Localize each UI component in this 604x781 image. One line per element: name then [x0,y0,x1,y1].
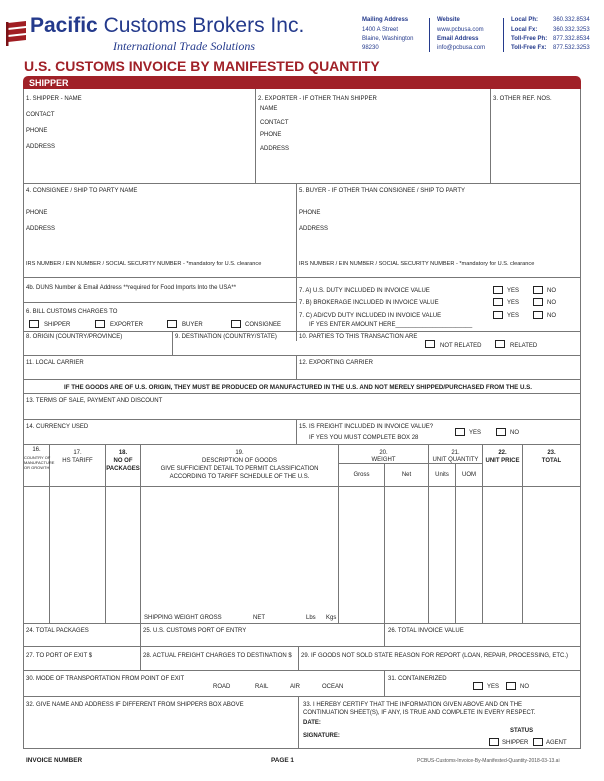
terms-field[interactable] [24,394,580,418]
status-label: STATUS [510,728,534,734]
file-name: PCBUS-Customs-Invoice-By-Manifested-Quantity-2018-03-13.ai [417,758,560,764]
duty-no-checkbox[interactable] [533,286,543,294]
origin-field[interactable] [24,332,171,354]
bill-shipper-label: SHIPPER [44,322,71,328]
buyer-address-label: ADDRESS [299,226,329,232]
port-of-entry-label: 25. U.S. CUSTOMS PORT OF ENTRY [143,628,247,634]
status-shipper-label: SHIPPER [502,740,529,746]
bill-buyer-checkbox[interactable] [167,320,177,328]
col20-net: Net [401,472,412,478]
mode-rail[interactable]: RAIL [255,684,269,690]
buyer-field[interactable] [297,184,580,276]
bill-exporter-label: EXPORTER [110,322,143,328]
invoice-number-label: INVOICE NUMBER [26,757,83,764]
port-of-exit-label: 27. TO PORT OF EXIT $ [26,653,93,659]
actual-freight-label: 28. ACTUAL FREIGHT CHARGES TO DESTINATION $ [143,653,292,659]
col19-line1: DESCRIPTION OF GOODS [201,458,277,464]
shipper-name-label: 1. SHIPPER - NAME [26,96,82,102]
col16-line1: COUNTRY OF [24,455,51,460]
mode-air[interactable]: AIR [290,684,301,690]
freight-box28-note: IF YES YOU MUST COMPLETE BOX 28 [309,435,419,441]
terms-label: 13. TERMS OF SALE, PAYMENT AND DISCOUNT [26,398,163,404]
duns-field[interactable] [24,279,295,301]
destination-label: 9. DESTINATION (COUNTRY/STATE) [175,334,277,340]
currency-field[interactable] [24,420,295,443]
adcvd-no-label: NO [547,313,556,319]
duns-label: 4b. DUNS Number & Email Address **required for Food Imports Into the USA** [26,285,237,291]
phone-tollfree-label: Toll-Free Ph: [511,36,548,42]
certify-line-2: CONTINUATION SHEET(S), IF ANY, IS TRUE AND COMPLETE IN EVERY RESPECT. [303,710,536,716]
total-packages-field[interactable] [24,624,139,645]
phone-local-label: Local Ph: [511,17,539,23]
containerized-yes-label: YES [487,684,500,690]
local-carrier-label: 11. LOCAL CARRIER [26,360,84,366]
mailing-line-3: 98230 [362,45,379,51]
mailing-address-label: Mailing Address [362,17,409,23]
col23-label: TOTAL [541,458,562,464]
signature-label: SIGNATURE: [303,733,340,739]
port-of-exit-field[interactable] [24,647,139,669]
origin-label: 8. ORIGIN (COUNTRY/PROVINCE) [26,334,123,340]
not-related-label: NOT RELATED [440,343,482,349]
consignee-label: 4. CONSIGNEE / SHIP TO PARTY NAME [26,188,138,194]
brokerage-no-checkbox[interactable] [533,298,543,306]
brokerage-no-label: NO [547,300,556,306]
actual-freight-field[interactable] [141,647,297,669]
mode-road[interactable]: ROAD [213,684,231,690]
different-address-label: 32. GIVE NAME AND ADDRESS IF DIFFERENT FROM SHIPPERS BOX ABOVE [26,702,244,708]
col16-line2: MANUFACTURE [24,460,55,465]
exporting-carrier-field[interactable] [297,356,580,378]
col22-label: UNIT PRICE [485,458,520,464]
shipper-field[interactable] [24,90,254,183]
brokerage-yes-label: YES [507,300,520,306]
adcvd-no-checkbox[interactable] [533,311,543,319]
containerized-no-checkbox[interactable] [506,682,516,690]
related-label: RELATED [510,343,538,349]
consignee-address-label: ADDRESS [26,226,56,232]
col19-line3: ACCORDING TO TARIFF SCHEDULE OF THE U.S. [169,474,310,480]
col17-num: 17. [73,450,82,456]
duty-yes-label: YES [507,288,520,294]
certify-line-1: 33. I HEREBY CERTIFY THAT THE INFORMATION GIVEN ABOVE AND ON THE [303,702,523,708]
date-label: DATE: [303,720,321,726]
freight-no-checkbox[interactable] [496,428,506,436]
col19-line2: GIVE SUFFICIENT DETAIL TO PERMIT CLASSIFICATION [160,466,319,472]
col18-line2: PACKAGES [106,466,140,472]
duty-included-label: 7. A) U.S. DUTY INCLUDED IN INVOICE VALUE [299,288,430,294]
col21-label: UNIT QUANTITY [432,457,479,463]
col16-line3: OR GROWTH [24,465,50,470]
bill-exporter-checkbox[interactable] [95,320,105,328]
bill-buyer-label: BUYER [182,322,203,328]
status-shipper-checkbox[interactable] [489,738,499,746]
not-sold-reason-label: 29. IF GOODS NOT SOLD STATE REASON FOR REPORT (LOAN, REPAIR, PROCESSING, ETC.) [301,653,569,659]
different-address-field[interactable] [24,697,297,748]
col20-gross: Gross [353,472,370,478]
email-link[interactable]: info@pcbusa.com [437,45,486,51]
total-invoice-value-label: 26. TOTAL INVOICE VALUE [388,628,464,634]
exporter-phone-label: PHONE [260,132,282,138]
exporter-contact-label: CONTACT [260,120,289,126]
duty-no-label: NO [547,288,556,294]
mailing-line-2: Blaine, Washington [362,36,414,42]
exporter-field[interactable] [256,90,489,183]
containerized-label: 31. CONTAINERIZED [388,676,447,682]
flag-logo-icon [6,20,28,46]
col17-label: HS TARIFF [62,458,93,464]
status-agent-label: AGENT [546,740,567,746]
us-origin-notice: IF THE GOODS ARE OF U.S. ORIGIN, THEY MUST BE PRODUCED OR MANUFACTURED IN THE U.S. AND NOT MERELY SHIPPED/PURCHASED FROM THE U.S. [64,384,532,391]
col22-num: 22. [498,450,507,456]
goods-table-body[interactable] [24,487,580,611]
adcvd-yes-checkbox[interactable] [493,311,503,319]
exporter-label: 2. EXPORTER - IF OTHER THAN SHIPPER [258,96,377,102]
port-of-entry-field[interactable] [141,624,383,645]
shipper-address-label: ADDRESS [26,144,56,150]
col21-units: Units [435,472,449,478]
related-checkbox[interactable] [495,340,505,348]
col21-uom: UOM [462,472,476,478]
company-name: Pacific Customs Brokers Inc. [30,14,305,37]
bill-consignee-checkbox[interactable] [231,320,241,328]
exporter-name-label: NAME [260,106,278,112]
other-ref-label: 3. OTHER REF. NOS. [493,96,552,102]
col21-num: 21. [451,450,460,456]
freight-yes-label: YES [469,430,482,436]
adcvd-yes-label: YES [507,313,520,319]
parties-label: 10. PARTIES TO THIS TRANSACTION ARE [299,334,418,340]
section-title: SHIPPER [29,78,69,88]
fax-local-label: Local Fx: [511,27,538,33]
buyer-label: 5. BUYER - IF OTHER THAN CONSIGNEE / SHIP TO PARTY [299,188,466,194]
website-label: Website [437,17,460,23]
adcvd-amount-label: IF YES ENTER AMOUNT HERE_______________________ [309,322,473,328]
shipper-section-bar [23,76,581,89]
bill-shipper-checkbox[interactable] [29,320,39,328]
freight-yes-checkbox[interactable] [455,428,465,436]
adcvd-included-label: 7. C) AD/CVD DUTY INCLUDED IN INVOICE VALUE [299,313,442,319]
buyer-irs-label: IRS NUMBER / EIN NUMBER / SOCIAL SECURITY NUMBER - *mandatory for U.S. clearance [299,261,535,267]
fax-tollfree-value: 877.532.3253 [553,45,590,51]
shipping-weight-gross-label: SHIPPING WEIGHT GROSS [144,615,222,621]
freight-included-label: 15. IS FREIGHT INCLUDED IN INVOICE VALUE? [299,424,434,430]
phone-tollfree-value: 877.332.8534 [553,36,590,42]
containerized-no-label: NO [520,684,529,690]
brokerage-included-label: 7. B) BROKERAGE INCLUDED IN INVOICE VALUE [299,300,439,306]
mode-ocean[interactable]: OCEAN [322,684,344,690]
total-invoice-value-field[interactable] [385,624,580,645]
shipper-contact-label: CONTACT [26,112,55,118]
exporting-carrier-label: 12. EXPORTING CARRIER [299,360,373,366]
currency-label: 14. CURRENCY USED [26,424,89,430]
col20-label: WEIGHT [371,457,396,463]
freight-no-label: NO [510,430,519,436]
brokerage-yes-checkbox[interactable] [493,298,503,306]
signature-field[interactable] [345,731,485,741]
col23-num: 23. [547,450,556,456]
email-label: Email Address [437,36,479,42]
col19-num: 19. [235,450,244,456]
form-title: U.S. CUSTOMS INVOICE BY MANIFESTED QUANTITY [24,58,380,74]
not-related-checkbox[interactable] [425,340,435,348]
shipper-phone-label: PHONE [26,128,48,134]
col18-line1: NO OF [113,458,133,464]
date-field[interactable] [330,718,490,728]
duty-yes-checkbox[interactable] [493,286,503,294]
transport-mode-label: 30. MODE OF TRANSPORTATION FROM POINT OF EXIT [26,676,185,682]
shipping-weight-kgs-label: Kgs [326,615,337,621]
page-number: PAGE 1 [271,757,294,764]
bill-charges-label: 6. BILL CUSTOMS CHARGES TO [26,309,118,315]
website-link[interactable]: www.pcbusa.com [437,27,484,33]
exporter-address-label: ADDRESS [260,146,290,152]
containerized-yes-checkbox[interactable] [473,682,483,690]
consignee-field[interactable] [24,184,295,276]
col20-num: 20. [379,450,388,456]
buyer-phone-label: PHONE [299,210,321,216]
shipping-weight-net-label: NET [253,615,265,621]
col18-num: 18. [118,450,128,456]
not-sold-reason-field[interactable] [299,647,580,669]
shipping-weight-lbs-label: Lbs [306,615,316,621]
local-carrier-field[interactable] [24,356,295,378]
phone-local-value: 360.332.8534 [553,17,590,23]
other-ref-field[interactable] [491,90,580,183]
mailing-line-1: 1400 A Street [362,27,399,33]
company-logo [6,20,28,46]
destination-field[interactable] [173,332,295,354]
status-agent-checkbox[interactable] [533,738,543,746]
bill-consignee-label: CONSIGNEE [245,322,282,328]
total-packages-label: 24. TOTAL PACKAGES [26,628,89,634]
consignee-irs-label: IRS NUMBER / EIN NUMBER / SOCIAL SECURITY NUMBER - *mandatory for U.S. clearance [26,261,262,267]
fax-local-value: 360.332.3253 [553,27,590,33]
consignee-phone-label: PHONE [26,210,48,216]
company-tagline: International Trade Solutions [113,39,256,53]
fax-tollfree-label: Toll-Free Fx: [511,45,547,51]
col16-num: 16. [32,447,41,453]
